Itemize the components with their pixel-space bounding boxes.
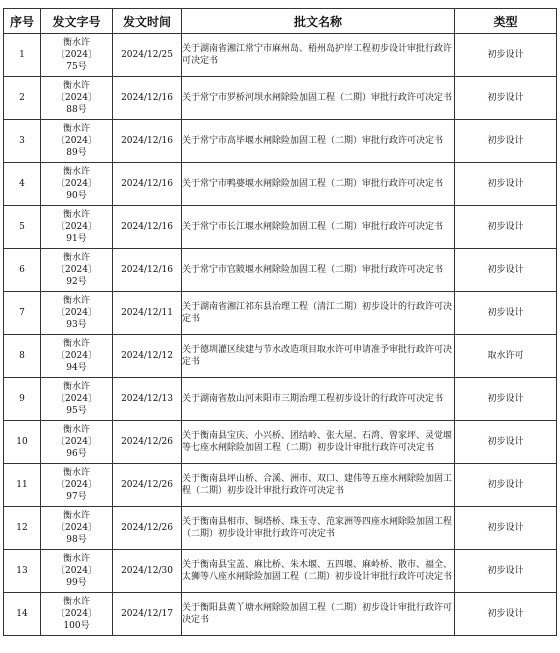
row-index: 7 [4,292,41,335]
doc-number-cell [41,77,113,120]
table-row [4,120,557,163]
document-title: 关于衡南县坪山桥、合溪、洲市、双口、建伟等五座水闸除险加固工程（二期）初步设计审批行政许可决定书 [182,464,455,507]
table-row [4,249,557,292]
doc-number-year: 〔2024〕 [56,437,97,447]
approval-type: 初步设计 [455,378,557,421]
approval-table [3,8,557,636]
doc-number-year: 〔2024〕 [56,566,97,576]
doc-number-num: 89号 [66,148,87,158]
doc-number-num: 96号 [66,449,87,459]
issue-date: 2024/12/16 [113,249,182,292]
header-title: 批文名称 [182,9,455,34]
doc-number-num: 94号 [66,363,87,373]
issue-date: 2024/12/26 [113,421,182,464]
table-row [4,593,557,636]
doc-number-year: 〔2024〕 [56,265,97,275]
doc-number-cell [41,378,113,421]
doc-number-cell [41,421,113,464]
approval-type: 初步设计 [455,34,557,77]
doc-number-num: 93号 [66,320,87,330]
doc-number-cell [41,550,113,593]
row-index: 10 [4,421,41,464]
issue-date: 2024/12/13 [113,378,182,421]
table-row [4,292,557,335]
issue-date: 2024/12/16 [113,163,182,206]
issue-date: 2024/12/16 [113,206,182,249]
doc-number-year: 〔2024〕 [56,179,97,189]
header-type: 类型 [455,9,557,34]
document-title: 关于常宁市官陂堰水闸除险加固工程（二期）审批行政许可决定书 [182,249,455,292]
doc-number-prefix: 衡水许 [62,382,90,392]
approval-type: 初步设计 [455,593,557,636]
table-row [4,77,557,120]
doc-number-num: 97号 [66,492,87,502]
doc-number-cell [41,292,113,335]
doc-number-prefix: 衡水许 [62,167,90,177]
doc-number-prefix: 衡水许 [62,468,90,478]
doc-number-prefix: 衡水许 [62,339,90,349]
doc-number-year: 〔2024〕 [56,480,97,490]
row-index: 2 [4,77,41,120]
document-title: 关于湖南省湘江常宁市麻州岛、梧州岛护岸工程初步设计审批行政许可决定书 [182,34,455,77]
doc-number-year: 〔2024〕 [56,523,97,533]
table-row [4,464,557,507]
document-title: 关于德圳灌区续建与节水改造项目取水许可申请准予审批行政许可决定书 [182,335,455,378]
doc-number-cell [41,335,113,378]
doc-number-num: 99号 [66,578,87,588]
issue-date: 2024/12/11 [113,292,182,335]
approval-type: 初步设计 [455,550,557,593]
issue-date: 2024/12/30 [113,550,182,593]
issue-date: 2024/12/16 [113,120,182,163]
doc-number-cell [41,249,113,292]
table-row [4,163,557,206]
table-row [4,34,557,77]
table-row [4,378,557,421]
row-index: 3 [4,120,41,163]
table-row [4,550,557,593]
issue-date: 2024/12/17 [113,593,182,636]
doc-number-cell [41,34,113,77]
doc-number-num: 91号 [66,234,87,244]
doc-number-year: 〔2024〕 [56,50,97,60]
row-index: 13 [4,550,41,593]
issue-date: 2024/12/25 [113,34,182,77]
approval-type: 初步设计 [455,507,557,550]
document-title: 关于常宁市罗桥河坝水闸除险加固工程（二期）审批行政许可决定书 [182,77,455,120]
approval-type: 取水许可 [455,335,557,378]
row-index: 11 [4,464,41,507]
header-date: 发文时间 [113,9,182,34]
doc-number-num: 95号 [66,406,87,416]
doc-number-year: 〔2024〕 [56,609,97,619]
issue-date: 2024/12/12 [113,335,182,378]
table-row [4,206,557,249]
approval-type: 初步设计 [455,421,557,464]
approval-type: 初步设计 [455,163,557,206]
approval-type: 初步设计 [455,77,557,120]
doc-number-cell [41,593,113,636]
row-index: 6 [4,249,41,292]
row-index: 5 [4,206,41,249]
approval-type: 初步设计 [455,120,557,163]
document-title: 关于衡阳县黄丫塘水闸除险加固工程（二期）初步设计审批行政许可决定书 [182,593,455,636]
table-row [4,421,557,464]
doc-number-prefix: 衡水许 [62,38,90,48]
doc-number-year: 〔2024〕 [56,222,97,232]
document-title: 关于湖南省湘江祁东县治理工程（清江二期）初步设计的行政许可决定书 [182,292,455,335]
document-title: 关于常宁市鸭婆堰水闸除险加固工程（二期）审批行政许可决定书 [182,163,455,206]
doc-number-num: 100号 [63,621,90,631]
table-header-row [4,9,557,34]
doc-number-num: 88号 [66,105,87,115]
approval-type: 初步设计 [455,249,557,292]
doc-number-cell [41,507,113,550]
doc-number-num: 90号 [66,191,87,201]
doc-number-cell [41,120,113,163]
document-title: 关于衡南县宝庆、小兴桥、团结岭、张大屋、石湾、曾家坪、灵觉堰等七座水闸除险加固工程（二期）初步设计审批行政许可决定书 [182,421,455,464]
doc-number-num: 92号 [66,277,87,287]
doc-number-cell [41,464,113,507]
doc-number-prefix: 衡水许 [62,124,90,134]
row-index: 9 [4,378,41,421]
doc-number-cell [41,163,113,206]
doc-number-num: 75号 [66,62,87,72]
issue-date: 2024/12/16 [113,77,182,120]
doc-number-prefix: 衡水许 [62,253,90,263]
issue-date: 2024/12/26 [113,464,182,507]
row-index: 4 [4,163,41,206]
document-title: 关于衡南县相市、铜塔桥、珠玉寺、范家洲等四座水闸除险加固工程（二期）初步设计审批行政许可决定书 [182,507,455,550]
doc-number-prefix: 衡水许 [62,210,90,220]
doc-number-prefix: 衡水许 [62,554,90,564]
doc-number-year: 〔2024〕 [56,93,97,103]
doc-number-prefix: 衡水许 [62,597,90,607]
table-row [4,335,557,378]
doc-number-year: 〔2024〕 [56,136,97,146]
row-index: 1 [4,34,41,77]
approval-type: 初步设计 [455,464,557,507]
doc-number-prefix: 衡水许 [62,81,90,91]
doc-number-num: 98号 [66,535,87,545]
table-row [4,507,557,550]
doc-number-prefix: 衡水许 [62,511,90,521]
doc-number-year: 〔2024〕 [56,351,97,361]
document-title: 关于常宁市长江堰水闸除险加固工程（二期）审批行政许可决定书 [182,206,455,249]
document-title: 关于衡南县宝盖、麻比桥、朱木堰、五四堰、麻岭桥、散市、福全、太狮等八座水闸除险加固工程（二期）初步设计审批行政许可决定书 [182,550,455,593]
header-index: 序号 [4,9,41,34]
doc-number-year: 〔2024〕 [56,308,97,318]
issue-date: 2024/12/26 [113,507,182,550]
document-title: 关于湖南省敖山河耒阳市三期治理工程初步设计的行政许可决定书 [182,378,455,421]
approval-type: 初步设计 [455,292,557,335]
approval-type: 初步设计 [455,206,557,249]
doc-number-prefix: 衡水许 [62,296,90,306]
header-doc-number: 发文字号 [41,9,113,34]
doc-number-cell [41,206,113,249]
row-index: 12 [4,507,41,550]
doc-number-prefix: 衡水许 [62,425,90,435]
document-title: 关于常宁市高毕堰水闸除险加固工程（二期）审批行政许可决定书 [182,120,455,163]
doc-number-year: 〔2024〕 [56,394,97,404]
row-index: 14 [4,593,41,636]
row-index: 8 [4,335,41,378]
